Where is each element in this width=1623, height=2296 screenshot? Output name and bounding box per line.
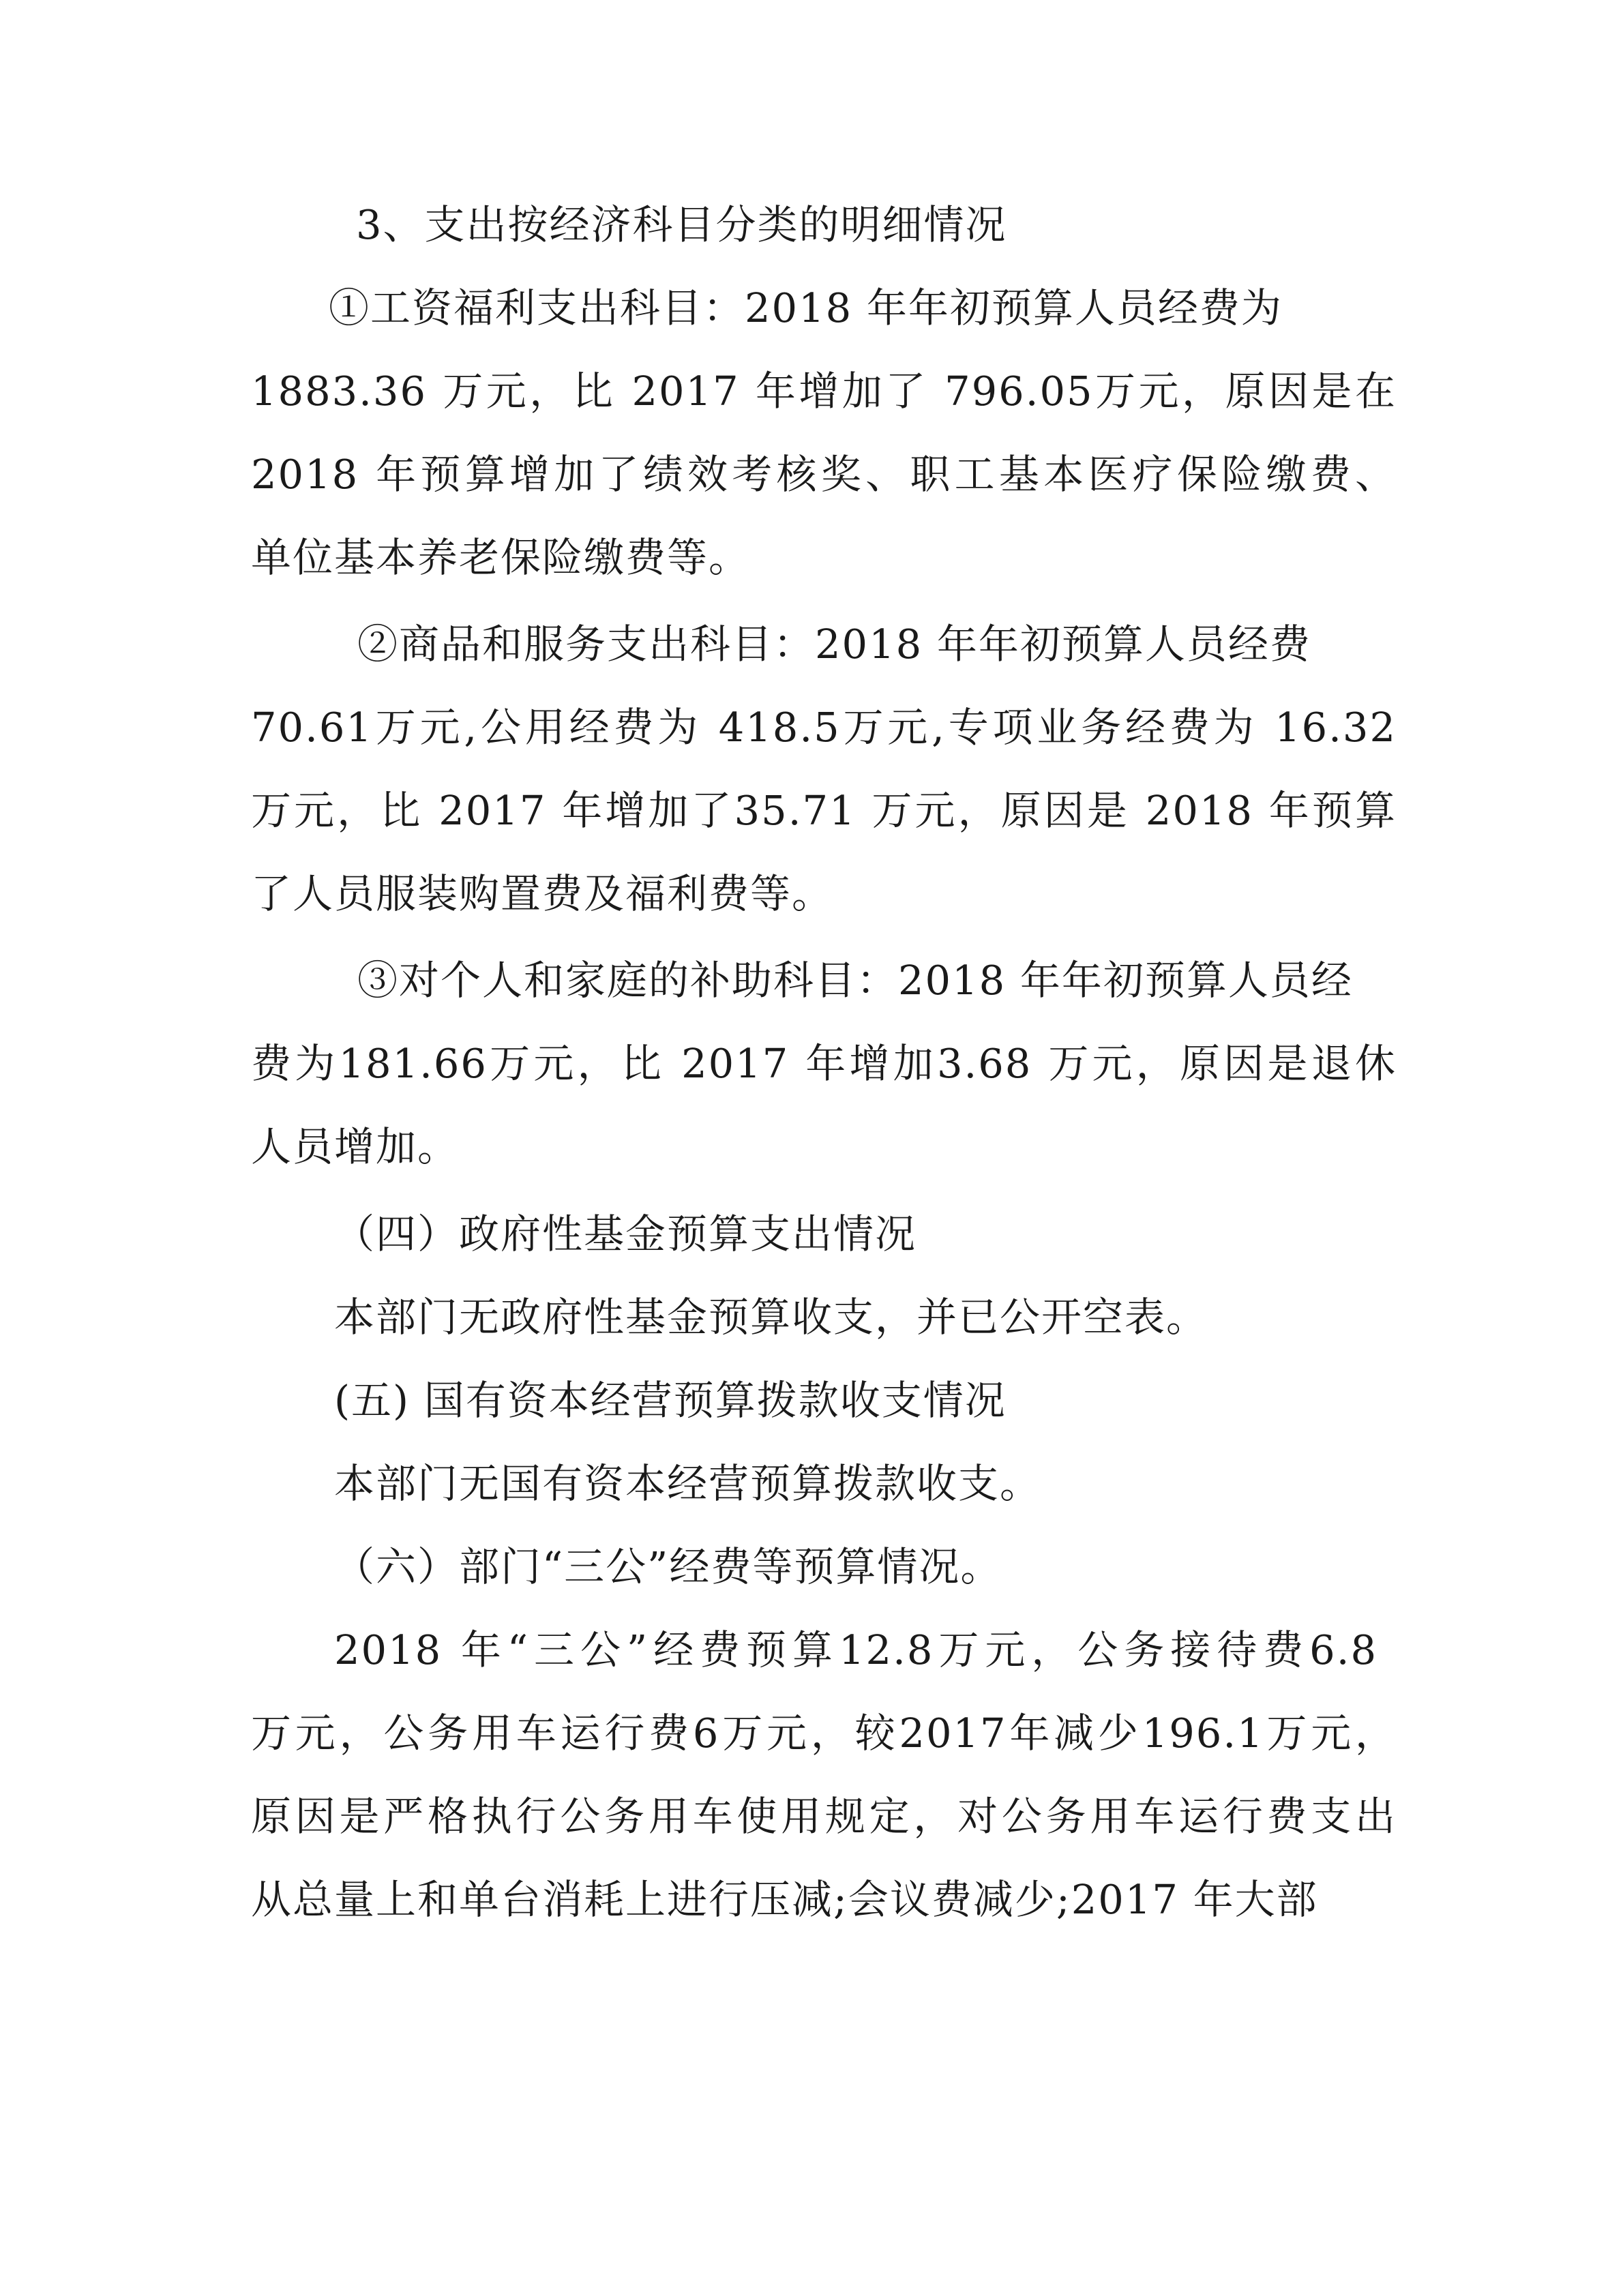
- paragraph-line: 70.61万元,公用经费为 418.5万元,专项业务经费为 16.32: [251, 704, 1397, 751]
- paragraph-line: 本部门无国有资本经营预算拨款收支。: [334, 1460, 1042, 1507]
- paragraph-line: 2018 年预算增加了绩效考核奖、职工基本医疗保险缴费、: [251, 451, 1397, 498]
- section-heading-government-fund-budget: （四）政府性基金预算支出情况: [334, 1210, 917, 1257]
- paragraph-line: 1883.36 万元，比 2017 年增加了 796.05万元，原因是在: [251, 368, 1397, 415]
- section-heading-three-public-expenses: （六）部门“三公”经费等预算情况。: [334, 1543, 1002, 1590]
- paragraph-line: ①工资福利支出科目：2018 年年初预算人员经费为: [329, 284, 1283, 331]
- paragraph-line: 从总量上和单台消耗上进行压减;会议费减少;2017 年大部: [251, 1876, 1318, 1923]
- paragraph-line: 万元，比 2017 年增加了35.71 万元，原因是 2018 年预算: [251, 787, 1397, 834]
- section-heading-state-capital-operating-budget: (五) 国有资本经营预算拨款收支情况: [334, 1377, 1007, 1424]
- paragraph-line: 单位基本养老保险缴费等。: [251, 534, 751, 581]
- paragraph-line: 原因是严格执行公务用车使用规定，对公务用车运行费支出: [251, 1793, 1397, 1840]
- paragraph-line: 万元，公务用车运行费6万元，较2017年减少196.1万元，: [251, 1710, 1397, 1757]
- paragraph-line: 人员增加。: [251, 1123, 460, 1170]
- paragraph-line: ③对个人和家庭的补助科目：2018 年年初预算人员经: [357, 957, 1353, 1004]
- paragraph-line: ②商品和服务支出科目：2018 年年初预算人员经费: [357, 621, 1311, 668]
- paragraph-line: 费为181.66万元，比 2017 年增加3.68 万元，原因是退休: [251, 1040, 1397, 1087]
- paragraph-line: 2018 年“三公”经费预算12.8万元，公务接待费6.8: [334, 1626, 1378, 1673]
- paragraph-line: 本部门无政府性基金预算收支，并已公开空表。: [334, 1294, 1208, 1341]
- paragraph-line: 了人员服装购置费及福利费等。: [251, 870, 834, 917]
- section-heading-expenditure-by-economic-category: 3、支出按经济科目分类的明细情况: [356, 201, 1007, 248]
